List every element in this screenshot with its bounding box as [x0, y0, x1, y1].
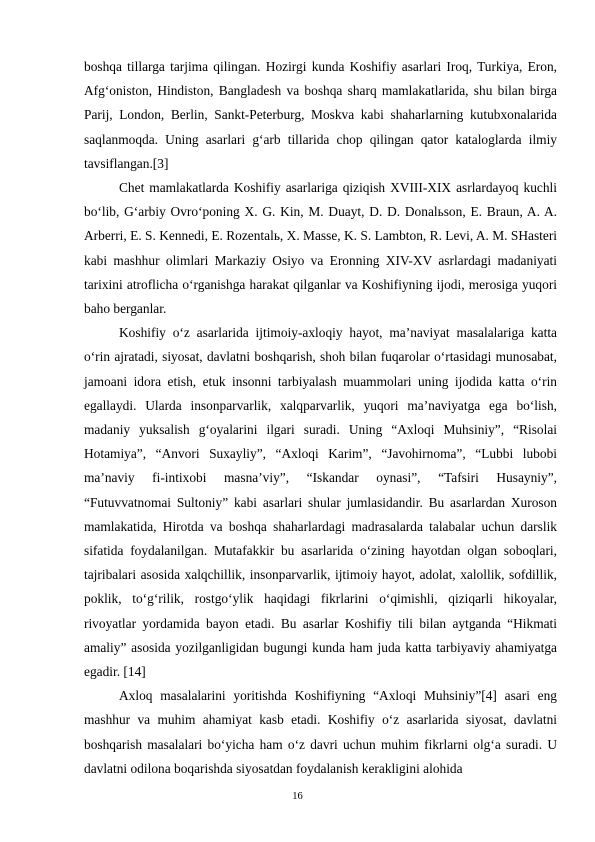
paragraph-1: boshqa tillarga tarjima qilingan. Hozirgi kunda Koshifiy asarlari Iroq, Turkiya, Eron, Afg‘oniston, Hindiston, Bangladesh va boshqa sharq mamlakatlarida, shu bilan birga Parij, London, Berlin, Sankt-Peterburg, Moskva kabi shaharlarning kutubxonalarida saqlanmoqda. Uning asarlari g‘arb tillarida chop qilingan qator kataloglarda ilmiy tavsiflangan.[3] — [84, 59, 557, 171]
paragraph-3: Koshifiy o‘z asarlarida ijtimoiy-axloqiy hayot, ma’naviyat masalalariga katta o‘rin ajratadi, siyosat, davlatni boshqarish, shoh bilan fuqarolar o‘rtasidagi munosabat, jamoani idora etish, etuk insonni tarbiyalash muammolari uning ijodida katta o‘rin egallaydi. Ularda insonparvarlik, xalqparvarlik, yuqori ma’naviyatga ega bo‘lish, madaniy yuksalish g‘oyalarini ilgari suradi. Uning “Axloqi Muhsiniy”, “Risolai Hotamiya”, “Anvori Suxayliy”, “Axloqi Karim”, “Javohirnoma”, “Lubbi lubobi ma’naviy fi-intixobi masna’viy”, “Iskandar oynasi”, “Tafsiri Husayniy”, “Futuvvatnomai Sultoniy” kabi asarlari shular jumlasidandir. Bu asarlardan Xuroson mamlakatida, Hirotda va boshqa shaharlardagi madrasalarda talabalar uchun darslik sifatida foydalanilgan. Mutafakkir bu asarlarida o‘zining hayotdan olgan soboqlari, tajribalari asosida xalqchillik, insonparvarlik, ijtimoiy hayot, adolat, xalollik, sofdillik, poklik, to‘g‘rilik, rostgo‘ylik haqidagi fikrlarini o‘qimishli, qiziqarli hikoyalar, rivoyatlar yordamida bayon etadi. Bu asarlar Koshifiy tili bilan aytganda “Hikmati amaliy” asosida yozilganligidan bugungi kunda ham juda katta tarbiyaviy ahamiyatga egadir. [14] — [84, 325, 557, 680]
paragraph-2: Chet mamlakatlarda Koshifiy asarlariga qiziqish XVIII-XIX asrlardayoq kuchli bo‘lib, G‘arbiy Ovro‘poning X. G. Kin, M. Duayt, D. D. Donalьson, E. Braun, A. A. Arberri, E. S. Kennedi, E. Rozentalь, X. Masse, K. S. Lambton, R. Levi, A. M. SHasteri kabi mashhur olimlari Markaziy Osiyo va Eronning XIV-XV asrlardagi madaniyati tarixini atroflicha o‘rganishga harakat qilganlar va Koshifiyning ijodi, merosiga yuqori baho berganlar. — [84, 180, 557, 317]
document-body — [84, 55, 557, 781]
page-number: 16 — [292, 791, 303, 802]
paragraph-4: Axloq masalalarini yoritishda Koshifiyning “Axloqi Muhsiniy”[4] asari eng mashhur va muhim ahamiyat kasb etadi. Koshifiy o‘z asarlarida siyosat, davlatni boshqarish masalalari bo‘yicha ham o‘z davri uchun muhim fikrlarni olg‘a suradi. U davlatni odilona boqarishda siyosatdan foydalanish kerakligini alohida — [84, 688, 557, 776]
